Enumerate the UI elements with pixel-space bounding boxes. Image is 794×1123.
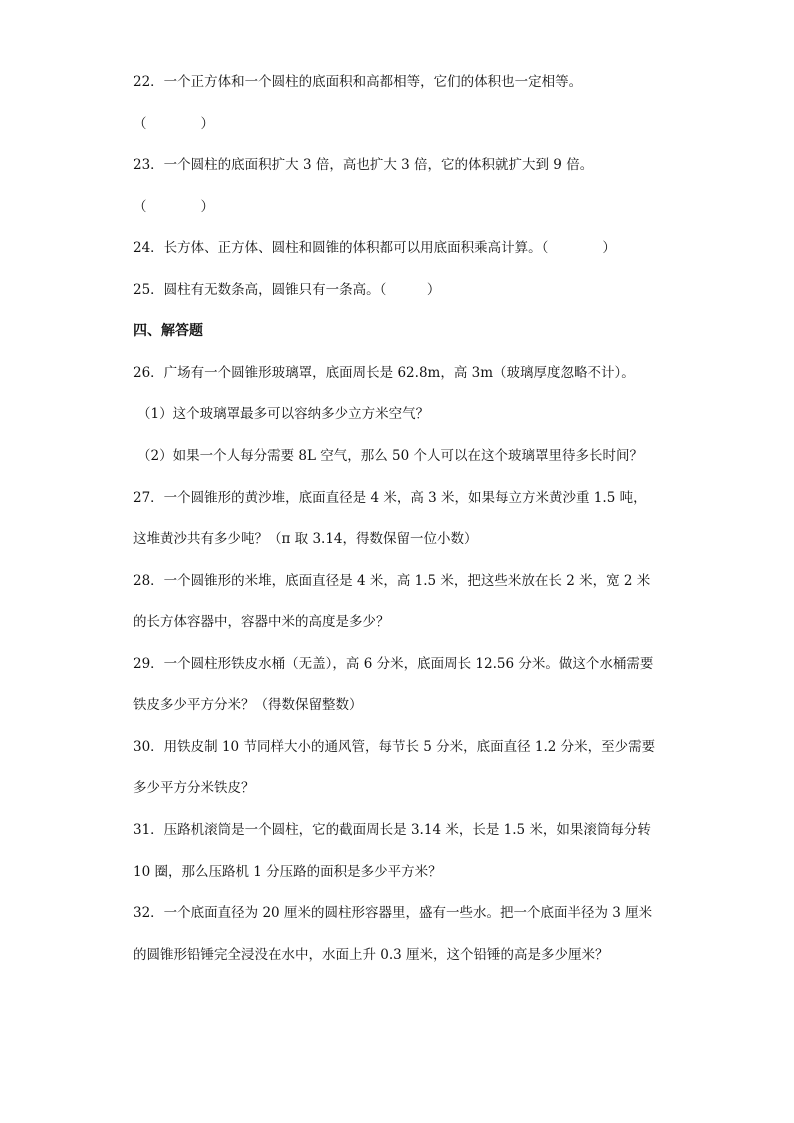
question-24: 24．长方体、正方体、圆柱和圆锥的体积都可以用底面积乘高计算。（ ） [133, 240, 616, 256]
question-26-part-1: （1）这个玻璃罩最多可以容纳多少立方米空气？ [137, 406, 430, 422]
question-22: 22．一个正方体和一个圆柱的底面积和高都相等，它们的体积也一定相等。 [133, 74, 583, 90]
question-28-line-2: 的长方体容器中，容器中米的高度是多少？ [133, 614, 390, 630]
section-heading: 四、解答题 [133, 323, 203, 339]
question-29-line-2: 铁皮多少平方分米？（得数保留整数） [133, 697, 363, 713]
answer-blank-23: （ ） [133, 199, 214, 215]
question-26-part-2: （2）如果一个人每分需要 8L 空气，那么 50 个人可以在这个玻璃罩里待多长时间？ [137, 448, 643, 464]
question-29-line-1: 29．一个圆柱形铁皮水桶（无盖），高 6 分米，底面周长 12.56 分米。做这个水桶需要 [133, 656, 654, 672]
question-31-line-1: 31．压路机滚筒是一个圆柱，它的截面周长是 3.14 米，长是 1.5 米，如果滚筒每分转 [133, 822, 651, 838]
question-32-line-1: 32．一个底面直径为 20 厘米的圆柱形容器里，盛有一些水。把一个底面半径为 3 厘米 [133, 905, 653, 921]
answer-blank-22: （ ） [133, 116, 214, 132]
question-27-line-1: 27．一个圆锥形的黄沙堆，底面直径是 4 米，高 3 米，如果每立方米黄沙重 1.5 吨， [133, 490, 647, 506]
question-23: 23．一个圆柱的底面积扩大 3 倍，高也扩大 3 倍，它的体积就扩大到 9 倍。 [133, 157, 594, 173]
question-31-line-2: 10 圈，那么压路机 1 分压路的面积是多少平方米？ [133, 864, 442, 880]
question-25: 25．圆柱有无数条高，圆锥只有一条高。（ ） [133, 282, 441, 298]
question-30-line-2: 多少平方分米铁皮？ [133, 780, 255, 796]
question-32-line-2: 的圆锥形铅锤完全浸没在水中，水面上升 0.3 厘米，这个铅锤的高是多少厘米？ [133, 947, 609, 963]
question-26: 26．广场有一个圆锥形玻璃罩，底面周长是 62.8m，高 3m（玻璃厚度忽略不计）。 [133, 365, 635, 381]
question-30-line-1: 30．用铁皮制 10 节同样大小的通风管，每节长 5 分米，底面直径 1.2 分米，至少需要 [133, 739, 656, 755]
question-28-line-1: 28．一个圆锥形的米堆，底面直径是 4 米，高 1.5 米，把这些米放在长 2 米，宽 2 米 [133, 573, 651, 589]
question-27-line-2: 这堆黄沙共有多少吨？（π 取 3.14，得数保留一位小数） [133, 531, 478, 547]
